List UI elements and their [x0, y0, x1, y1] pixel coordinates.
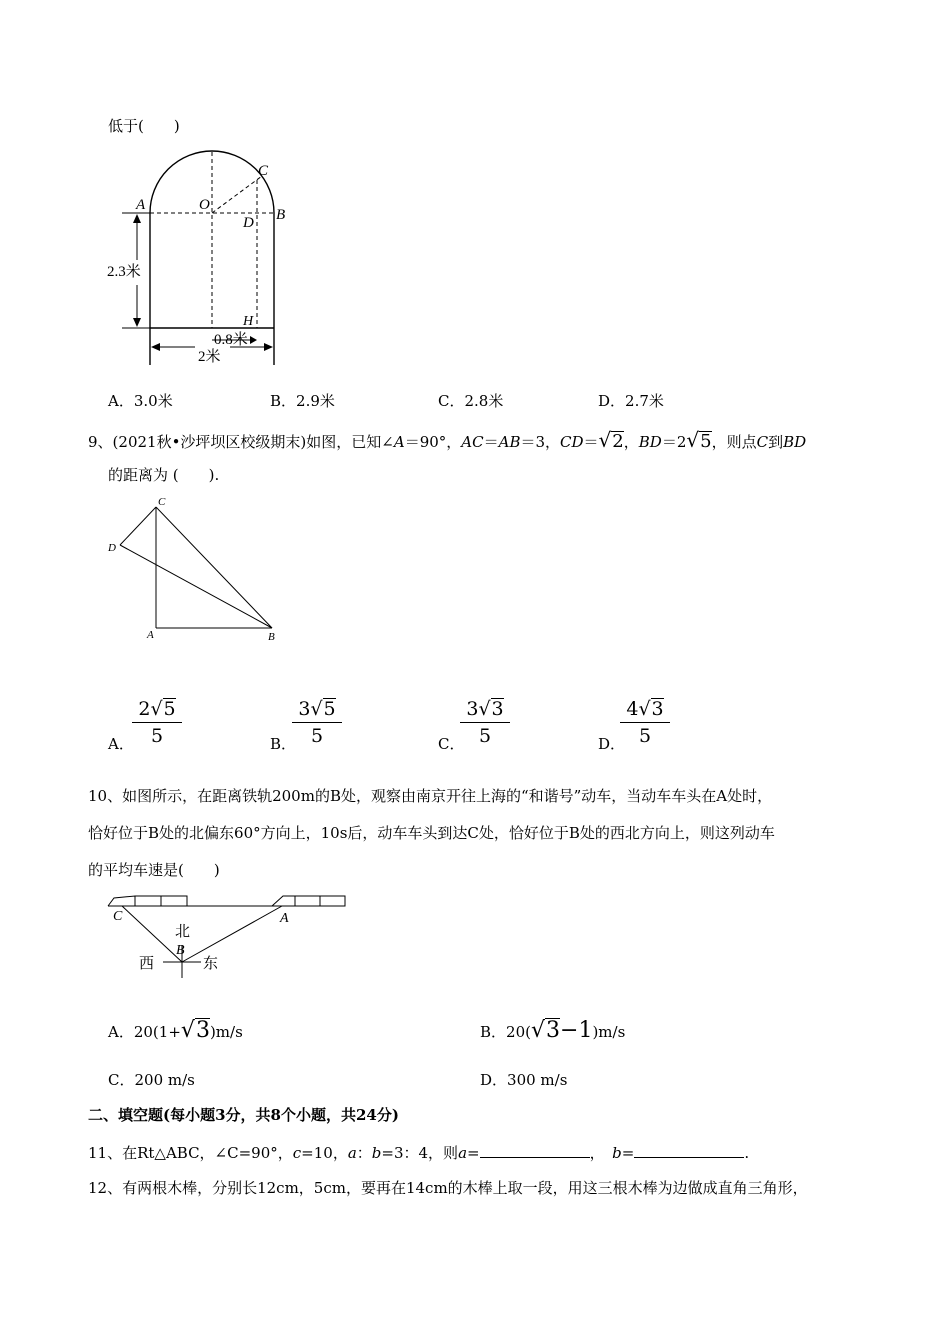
- q9-option-c-letter: C．: [438, 735, 465, 753]
- q10-option-d: D．300 m/s: [480, 1071, 568, 1089]
- label-h: H: [243, 314, 254, 329]
- label-a: A: [136, 197, 146, 213]
- side-db: [120, 545, 272, 628]
- q10-option-a: A．20(1+√3)m/s: [108, 1018, 243, 1043]
- q10-option-b: B．20(√3−1)m/s: [480, 1018, 626, 1043]
- q8-option-a: A．3.0米: [108, 392, 173, 410]
- q9-option-b-fraction: $\frac{3√5}{5}$: [292, 697, 342, 749]
- label-b: B: [268, 631, 275, 643]
- train-c-head: [108, 896, 135, 906]
- radius-oc: [212, 176, 262, 213]
- q10-option-c: C．200 m/s: [108, 1071, 195, 1089]
- q11-blank-a[interactable]: [480, 1141, 590, 1158]
- q9-option-c-fraction: $\frac{3√3}{5}$: [460, 697, 510, 749]
- label-d: D: [108, 542, 116, 554]
- label-east: 东: [203, 956, 219, 972]
- label-west: 西: [139, 956, 155, 972]
- q11-text: 11、在Rt△ABC，∠C=90°，c=10，a：b=3：4，则a= ， b= .: [88, 1141, 749, 1163]
- q9-option-b-letter: B．: [270, 735, 297, 753]
- q8-option-b: B．2.9米: [270, 392, 335, 410]
- q10-line3: 的平均车速是( ): [88, 861, 220, 879]
- q8-tail-text: 低于( ): [108, 117, 180, 135]
- q9-triangle-figure: [100, 490, 290, 643]
- q8-option-d: D．2.7米: [598, 392, 664, 410]
- q9-option-d-fraction: $\frac{4√3}{5}$: [620, 697, 670, 749]
- q9-line1: 9、(2021秋•沙坪坝区校级期末)如图，已知∠A＝90°，AC＝AB＝3，CD＝√2，BD＝2√5，则点C到BD: [88, 428, 807, 452]
- label-b: B: [176, 943, 185, 958]
- q8-arch-figure: [100, 140, 300, 370]
- label-c: C: [158, 496, 166, 508]
- label-o: O: [199, 197, 210, 213]
- label-b: B: [276, 207, 286, 223]
- short-length-label: 0.8米: [214, 332, 248, 348]
- q10-line2: 恰好位于B处的北偏东60°方向上，10s后，动车车头到达C处，恰好位于B处的西北方向上，则这列动车: [88, 824, 775, 842]
- q10-line1: 10、如图所示，在距离铁轨200m的B处，观察由南京开往上海的“和谐号”动车，当动车车头在A处时，: [88, 787, 773, 805]
- q10-train-figure: [100, 885, 360, 980]
- q9-line2: 的距离为 ( ).: [108, 466, 220, 484]
- label-a: A: [280, 911, 289, 926]
- label-c: C: [258, 163, 269, 179]
- width-label: 2米: [198, 349, 221, 365]
- q12-text: 12、有两根木棒，分别长12cm，5cm，要再在14cm的木棒上取一段，用这三根木棒为边做成直角三角形，: [88, 1179, 808, 1197]
- section2-title: 二、填空题(每小题3分，共8个小题，共24分): [88, 1106, 399, 1124]
- side-cb: [156, 507, 272, 628]
- line-ba: [182, 906, 282, 962]
- height-label: 2.3米: [107, 264, 141, 280]
- label-c: C: [113, 909, 123, 924]
- q8-option-c: C．2.8米: [438, 392, 504, 410]
- train-a-head: [272, 896, 295, 906]
- label-d: D: [243, 215, 254, 231]
- side-cd: [120, 507, 156, 545]
- label-a: A: [147, 629, 154, 641]
- line-bc: [122, 906, 182, 962]
- label-north: 北: [175, 924, 191, 940]
- q9-option-a-letter: A．: [108, 735, 134, 753]
- q11-blank-b[interactable]: [634, 1141, 744, 1158]
- q9-option-a-fraction: $\frac{2√5}{5}$: [132, 697, 182, 749]
- q9-option-d-letter: D．: [598, 735, 626, 753]
